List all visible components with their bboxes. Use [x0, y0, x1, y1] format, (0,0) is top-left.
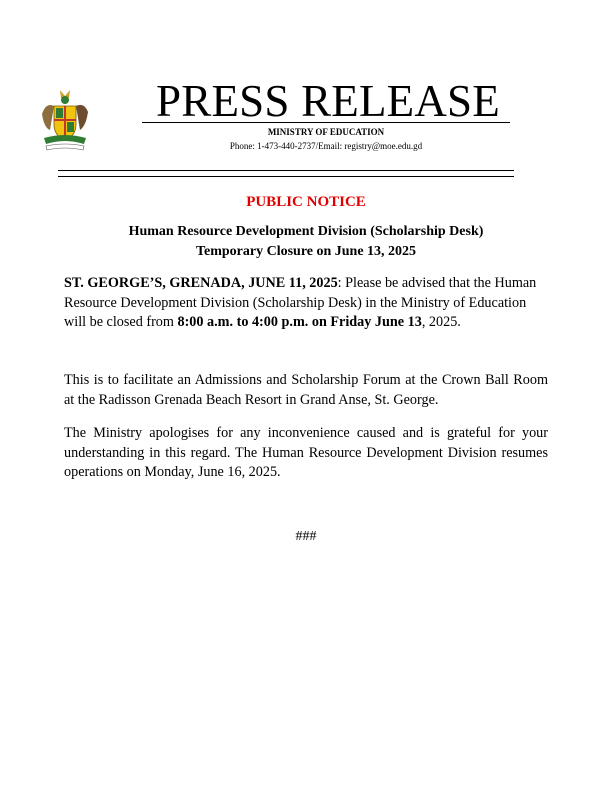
header-divider-top: [58, 170, 514, 171]
dateline: ST. GEORGE’S, GRENADA, JUNE 11, 2025: [64, 275, 338, 291]
contact-line: Phone: 1-473-440-2737/Email: registry@moe.edu.gd: [229, 141, 423, 151]
end-mark: ###: [295, 529, 317, 544]
paragraph-announcement: [64, 274, 548, 333]
title-underline: [142, 122, 510, 123]
subheading-closure: Temporary Closure on June 13, 2025: [195, 244, 417, 259]
paragraph-purpose: This is to facilitate an Admissions and Scholarship Forum at the Crown Ball Room at the Radisson Grenada Beach Resort in Grand Anse, St. George.: [64, 372, 548, 408]
announcement-text-a: : Please be advised that the Human Resource Development Division (Scholarship Desk) in the Ministry of Education will be closed from: [64, 275, 537, 330]
paragraph-apology: The Ministry apologises for any inconvenience caused and is grateful for your understanding in this regard. The Human Resource Development Division resumes operations on Monday, June 16, 2025.: [64, 425, 548, 480]
header-divider-bottom: [58, 176, 514, 177]
closure-time-range: 8:00 a.m. to 4:00 p.m. on Friday June 13: [177, 314, 422, 330]
public-notice-heading: PUBLIC NOTICE: [246, 194, 366, 210]
ministry-name: MINISTRY OF EDUCATION: [267, 127, 385, 137]
coat-of-arms-icon: [38, 88, 92, 152]
announcement-text-b: , 2025.: [421, 314, 461, 330]
press-release-title: PRESS RELEASE: [156, 76, 500, 126]
subheading-division: Human Resource Development Division (Scholarship Desk): [128, 224, 484, 239]
